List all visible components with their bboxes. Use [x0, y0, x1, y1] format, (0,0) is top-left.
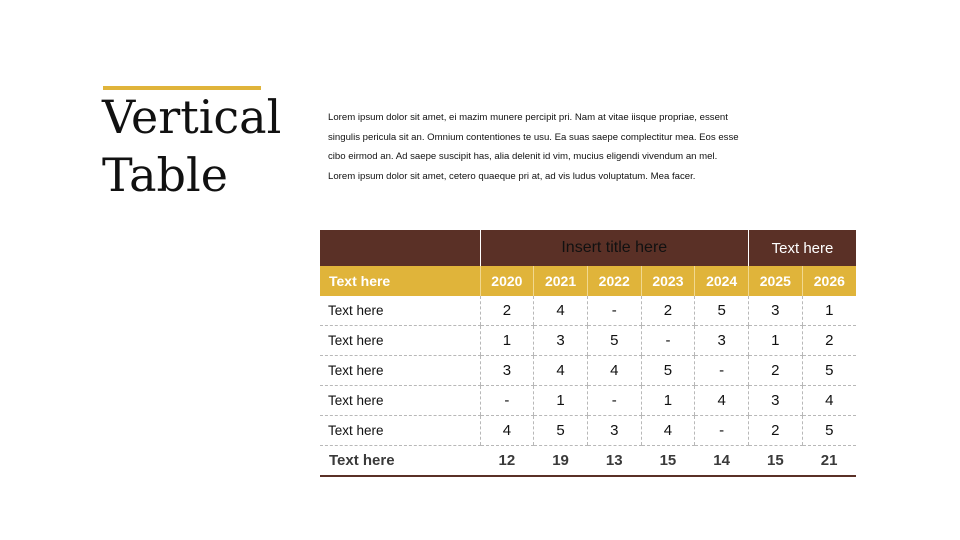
vertical-table [320, 230, 856, 477]
table-total-row [320, 446, 856, 477]
table-row [320, 386, 856, 416]
table-cell: 2 [802, 326, 856, 356]
side-title-cell: Text here [749, 230, 857, 266]
table-cell: 3 [480, 356, 534, 386]
total-cell: 12 [480, 446, 534, 477]
year-header-cell: 2025 [749, 266, 803, 296]
table-cell: 1 [749, 326, 803, 356]
total-cell: 19 [534, 446, 588, 477]
table-cell: 3 [534, 326, 588, 356]
table-cell: - [695, 416, 749, 446]
table-cell: 1 [534, 386, 588, 416]
table-row [320, 296, 856, 326]
table-row [320, 416, 856, 446]
table-cell: 2 [749, 416, 803, 446]
table-cell: 2 [641, 296, 695, 326]
table-cell: 1 [480, 326, 534, 356]
table-cell: 4 [534, 296, 588, 326]
row-label: Text here [320, 386, 480, 416]
table-cell: 2 [480, 296, 534, 326]
group-header-blank [320, 230, 480, 266]
year-header-cell: 2020 [480, 266, 534, 296]
table-cell: 4 [534, 356, 588, 386]
description-line-1: Lorem ipsum dolor sit amet, ei mazim munere percipit pri. Nam at vitae iisque propriae, essent [328, 112, 728, 123]
description-line-3: cibo eirmod an. Ad saepe suscipit has, alia delenit id vim, mucius eligendi vivendum an mel. [328, 151, 718, 162]
table-cell: 3 [587, 416, 641, 446]
table-cell: 4 [587, 356, 641, 386]
label-header-cell: Text here [320, 266, 480, 296]
table-cell: 3 [749, 296, 803, 326]
table-cell: 5 [587, 326, 641, 356]
slide-title [102, 88, 281, 204]
total-cell: 15 [749, 446, 803, 477]
row-label: Text here [320, 416, 480, 446]
table-row [320, 326, 856, 356]
table-cell: 3 [749, 386, 803, 416]
table-cell: 5 [802, 416, 856, 446]
table-cell: - [587, 386, 641, 416]
table-cell: 4 [641, 416, 695, 446]
table-cell: 5 [695, 296, 749, 326]
year-header-cell: 2024 [695, 266, 749, 296]
table-cell: 1 [802, 296, 856, 326]
year-header-cell: 2021 [534, 266, 588, 296]
total-cell: 14 [695, 446, 749, 477]
total-label: Text here [320, 446, 480, 477]
year-header-cell: 2023 [641, 266, 695, 296]
group-title-cell: Insert title here [480, 230, 748, 266]
total-cell: 15 [641, 446, 695, 477]
table-cell: 5 [641, 356, 695, 386]
title-line-1: Vertical [102, 90, 282, 144]
table-cell: - [695, 356, 749, 386]
table-cell: 4 [480, 416, 534, 446]
description-text [328, 108, 808, 186]
year-header-cell: 2026 [802, 266, 856, 296]
table-cell: 5 [534, 416, 588, 446]
table-group-header-row [320, 230, 856, 266]
table-cell: 4 [802, 386, 856, 416]
description-line-2: singulis pericula sit an. Omnium contentiones te usu. Ea suas saepe complectitur mea. Eos esse [328, 131, 739, 143]
row-label: Text here [320, 296, 480, 326]
table-cell: 4 [695, 386, 749, 416]
title-line-2: Table [102, 148, 228, 202]
table-cell: 3 [695, 326, 749, 356]
row-label: Text here [320, 356, 480, 386]
table-row [320, 356, 856, 386]
table-cell: 2 [749, 356, 803, 386]
row-label: Text here [320, 326, 480, 356]
table-cell: 5 [802, 356, 856, 386]
table-cell: - [641, 326, 695, 356]
table-cell: - [587, 296, 641, 326]
table-cell: 1 [641, 386, 695, 416]
table-cell: - [480, 386, 534, 416]
description-line-4: Lorem ipsum dolor sit amet, cetero quaeque pri at, ad vis ludus voluptatum. Mea facer. [328, 170, 696, 182]
year-header-cell: 2022 [587, 266, 641, 296]
total-cell: 21 [802, 446, 856, 477]
table-year-header-row [320, 266, 856, 296]
total-cell: 13 [587, 446, 641, 477]
